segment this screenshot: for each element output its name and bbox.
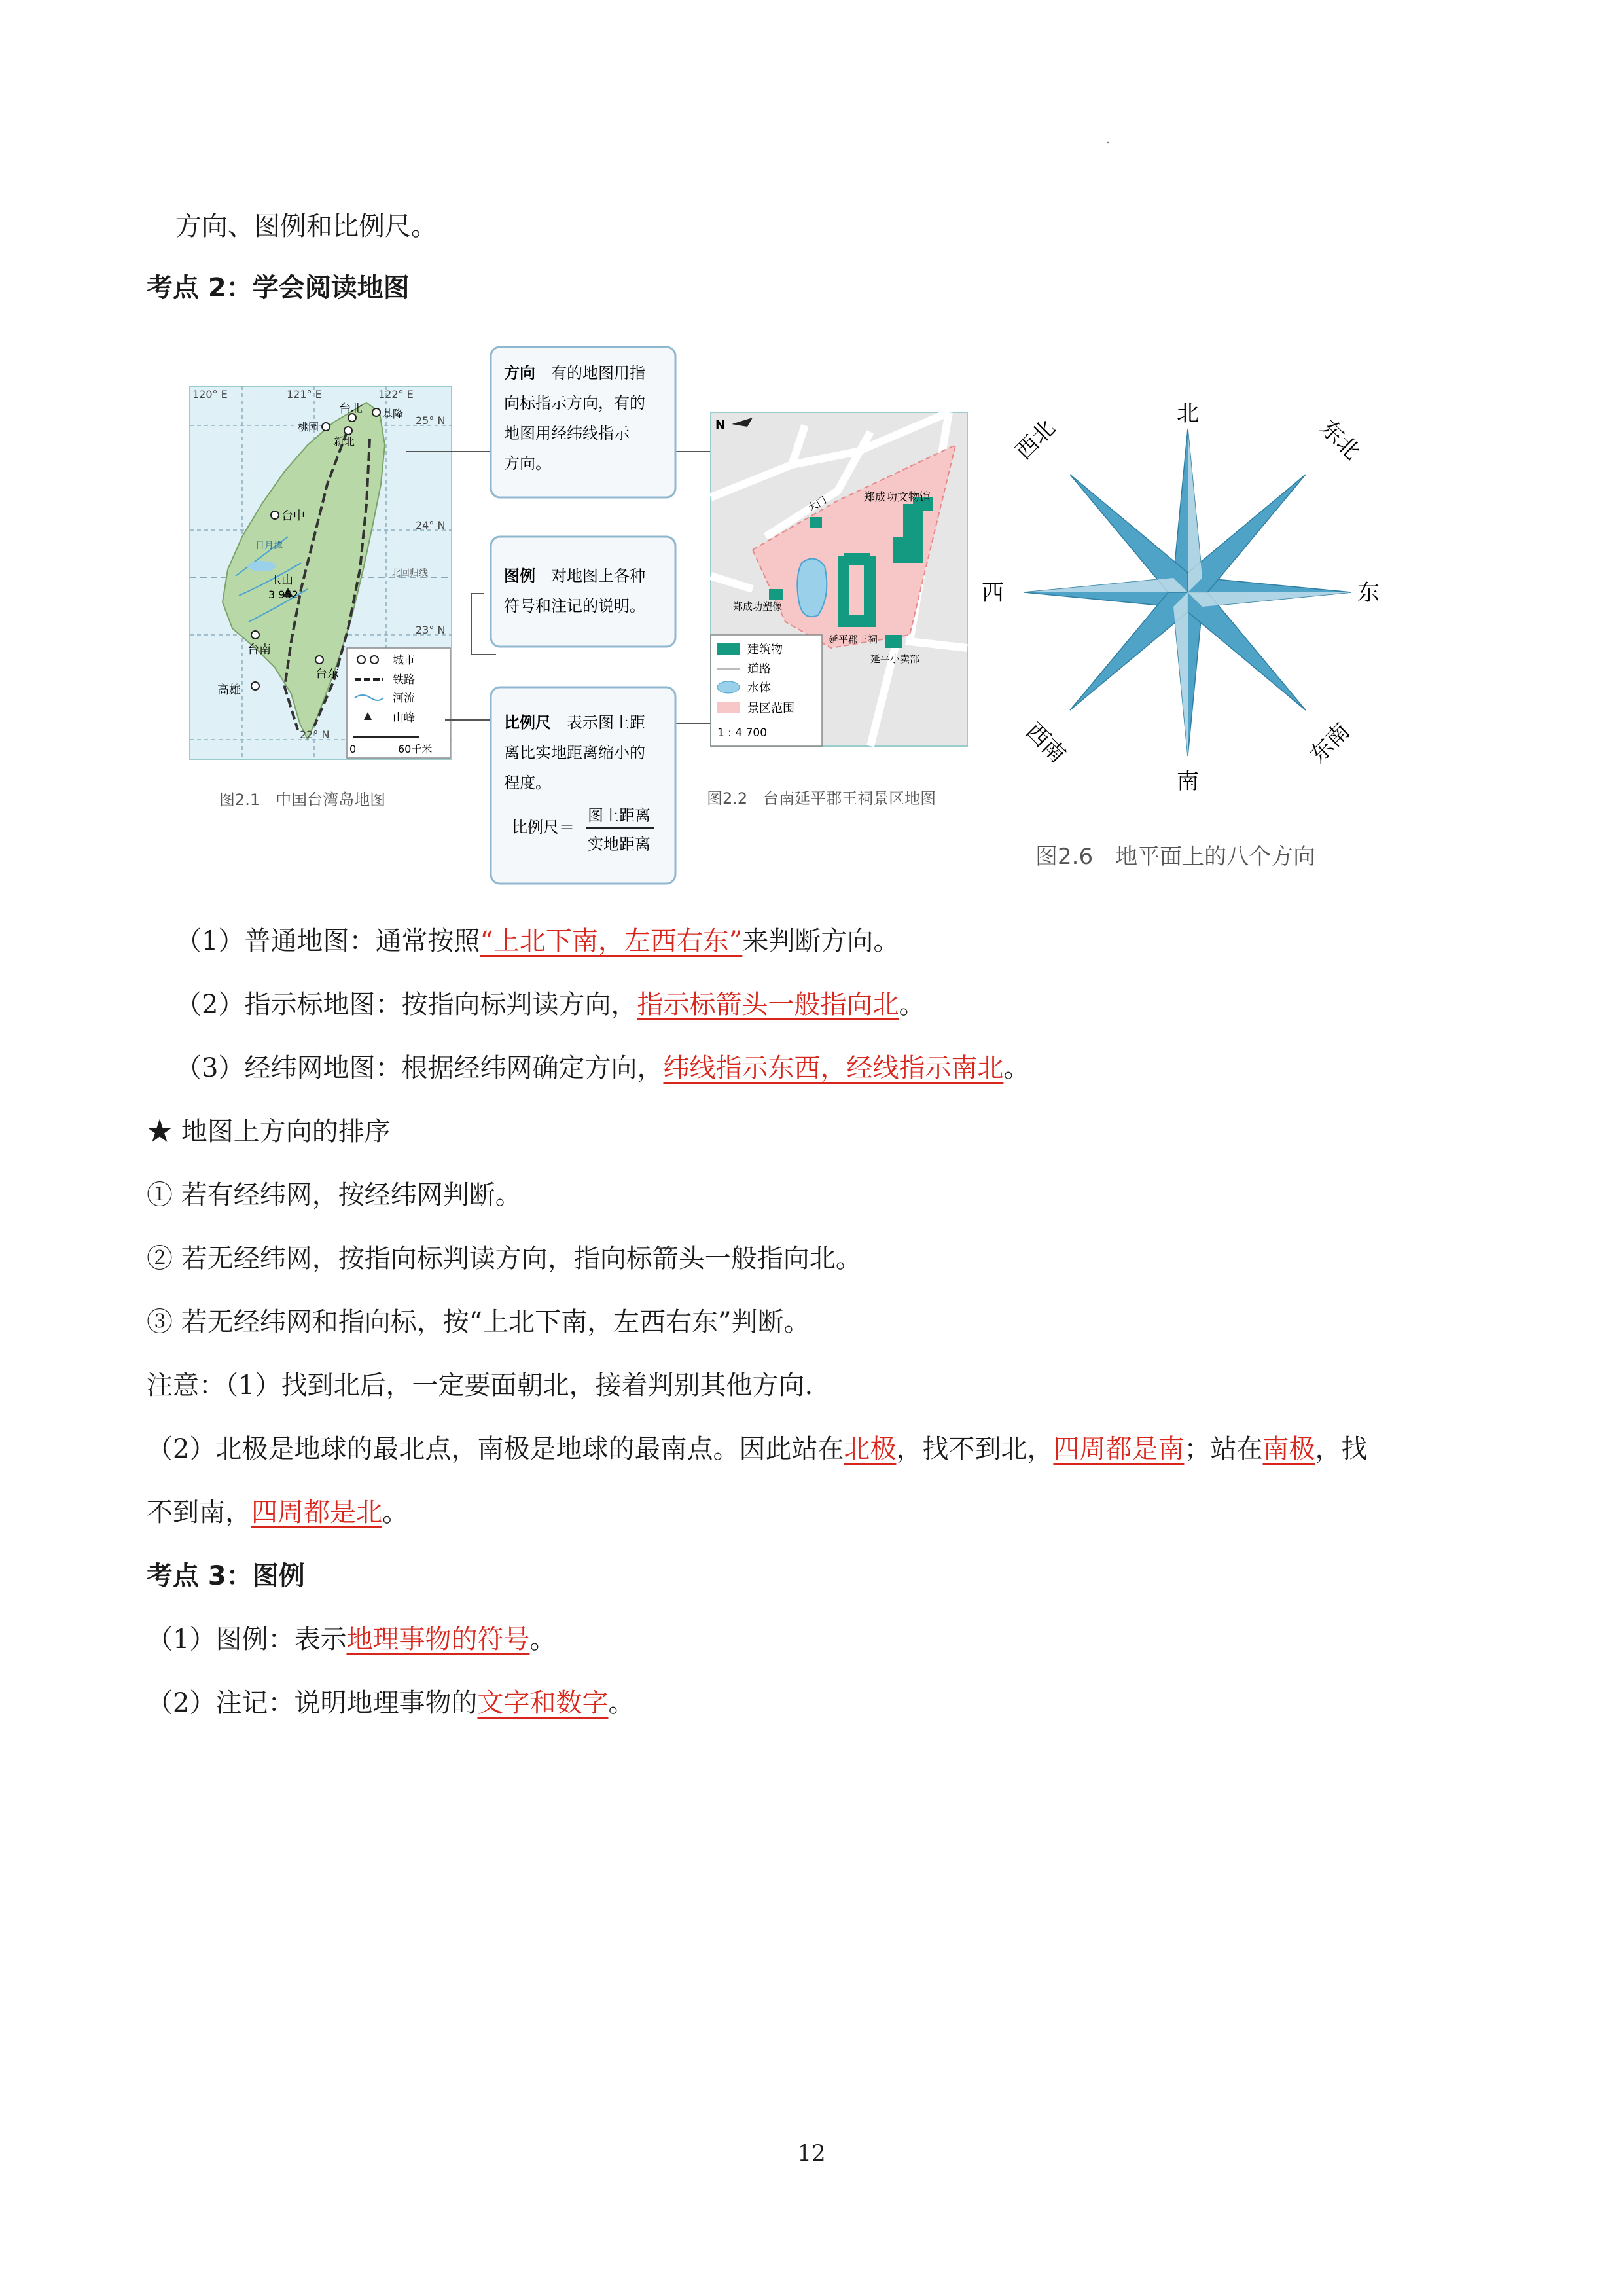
map1-label-tainan: 台南	[247, 643, 271, 656]
stray-dot: .	[1106, 131, 1111, 147]
compass-east: 东	[1357, 580, 1380, 606]
legend-box-line2: 符号和注记的说明。	[504, 597, 645, 615]
map1-lat-3: 23° N	[416, 624, 446, 636]
rule-2	[175, 986, 925, 1023]
note-2-text-f: 。	[382, 1498, 408, 1528]
map1-label-kaohsiung: 高雄	[217, 683, 241, 697]
compass-rose	[982, 401, 1380, 795]
scale-box-line1: 表示图上距	[567, 713, 645, 732]
note-2-highlight-all-south: 四周都是南	[1053, 1434, 1185, 1464]
direction-box-line2: 向标指示方向，有的	[504, 394, 645, 412]
legend-box-line1: 对地图上各种	[551, 567, 645, 585]
scenic-scale: 1 : 4 700	[717, 726, 768, 740]
note-2-line1	[147, 1431, 1367, 1467]
map1-label-taoyuan: 桃园	[298, 421, 319, 433]
rule-2-suffix: 。	[899, 990, 925, 1020]
direction-box-title: 方向	[504, 364, 535, 382]
scale-box	[491, 687, 675, 884]
page-number: 12	[797, 2140, 826, 2166]
direction-box	[491, 347, 675, 497]
map1-label-taipei: 台北	[339, 402, 363, 416]
legend-item-2-text: （2）注记：说明地理事物的	[147, 1688, 478, 1718]
compass-caption: 图2.6 地平面上的八个方向	[1035, 844, 1316, 870]
scale-box-line3: 程度。	[504, 774, 551, 792]
rule-2-text: （2）指示标地图：按指向标判读方向，	[175, 990, 637, 1020]
rule-3-suffix: 。	[1003, 1053, 1030, 1083]
compass-northeast: 东北	[1315, 415, 1365, 465]
order-item-1: ① 若有经纬网，按经纬网判断。	[147, 1180, 522, 1210]
compass-northwest: 西北	[1010, 415, 1061, 465]
compass-north: 北	[1177, 401, 1199, 427]
map1-lat-4: 22° N	[300, 728, 330, 741]
note-2-highlight-north-pole: 北极	[844, 1434, 897, 1464]
legend-item-1	[147, 1621, 556, 1658]
legend-item-2-highlight: 文字和数字	[477, 1688, 609, 1718]
direction-box-line1: 有的地图用指	[551, 364, 645, 382]
map1-tropic-label: 北回归线	[391, 568, 428, 579]
note-1: 注意：（1）找到北后，一定要面朝北，接着判别其他方向.	[147, 1371, 813, 1401]
map1-peak-height: 3 952	[268, 588, 298, 601]
map2-caption: 图2.2 台南延平郡王祠景区地图	[707, 789, 936, 808]
taiwan-map	[190, 386, 452, 809]
map1-legend-city: 城市	[393, 654, 415, 667]
section2-title: 考点 2：学会阅读地图	[147, 273, 410, 303]
note-2-text-c: ；站在	[1184, 1434, 1263, 1464]
note-2-text-d: ，找	[1315, 1434, 1368, 1464]
legend-box-title: 图例	[504, 567, 535, 585]
map1-label-xinbei: 新北	[334, 435, 355, 448]
order-item-2: ② 若无经纬网，按指向标判读方向，指向标箭头一般指向北。	[147, 1244, 862, 1274]
scenic-label-museum: 郑成功文物馆	[864, 491, 931, 504]
map1-lon-1: 120° E	[192, 388, 228, 401]
map1-lon-3: 122° E	[378, 388, 414, 401]
order-item-3: ③ 若无经纬网和指向标，按“上北下南，左西右东”判断。	[147, 1307, 810, 1337]
direction-box-line3: 地图用经纬线指示	[504, 424, 630, 442]
map1-lat-2: 24° N	[416, 519, 446, 531]
rule-3-highlight: 纬线指示东西，经线指示南北	[663, 1053, 1004, 1083]
order-title: ★ 地图上方向的排序	[147, 1117, 391, 1147]
map1-legend	[347, 648, 450, 758]
scale-formula-denominator: 实地距离	[588, 835, 651, 853]
note-2-highlight-south-pole: 南极	[1262, 1434, 1315, 1464]
direction-box-line4: 方向。	[504, 454, 551, 473]
compass-west: 西	[982, 580, 1004, 606]
rule-3	[175, 1050, 1029, 1086]
map1-scale-zero: 0	[349, 743, 357, 755]
scenic-legend-building: 建筑物	[747, 643, 783, 656]
scenic-legend-area: 景区范围	[747, 702, 794, 715]
map-figure	[177, 340, 1420, 890]
map1-lon-2: 121° E	[287, 388, 322, 401]
scenic-label-gate: 大门	[806, 493, 829, 514]
scale-box-title: 比例尺	[504, 713, 551, 732]
note-2-text-e: 不到南，	[147, 1498, 251, 1528]
map1-caption: 图2.1 中国台湾岛地图	[219, 791, 386, 809]
scenic-label-shrine: 延平郡王祠	[829, 634, 878, 645]
legend-box	[491, 537, 675, 647]
top-fragment: 方向、图例和比例尺。	[175, 211, 437, 242]
scale-box-line2: 离比实地距离缩小的	[504, 744, 645, 762]
map1-label-taitung: 台东	[315, 667, 339, 681]
map1-label-keelung: 基隆	[382, 408, 404, 420]
note-2-line2	[147, 1494, 408, 1531]
map1-label-taichung: 台中	[281, 509, 305, 523]
note-2-text-b: ，找不到北，	[896, 1434, 1054, 1464]
legend-item-1-highlight: 地理事物的符号	[346, 1624, 530, 1655]
rule-1-suffix: 来判断方向。	[742, 926, 900, 956]
scenic-legend-road: 道路	[747, 662, 771, 676]
scenic-legend-water: 水体	[747, 681, 771, 695]
map1-peak-name: 玉山	[270, 573, 293, 587]
map1-legend-river: 河流	[393, 692, 415, 705]
map1-lat-1: 25° N	[416, 414, 446, 427]
map1-legend-railway: 铁路	[393, 673, 415, 687]
map1-scale-length: 60千米	[398, 743, 433, 755]
compass-south: 南	[1177, 768, 1199, 795]
rule-3-text: （3）经纬网地图：根据经纬网确定方向，	[175, 1053, 664, 1083]
scenic-north-label: N	[715, 418, 726, 432]
map1-legend-peak: 山峰	[393, 711, 415, 725]
compass-southeast: 东南	[1305, 718, 1355, 768]
compass-southwest: 西南	[1020, 718, 1071, 768]
rule-1-highlight: “上北下南，左西右东”	[480, 926, 743, 956]
map1-label-sun-moon-lake: 日月潭	[255, 541, 283, 551]
rule-1-text: （1）普通地图：通常按照	[175, 926, 480, 956]
scale-formula-numerator: 图上距离	[588, 806, 651, 825]
scenic-label-statue: 郑成功塑像	[733, 601, 783, 613]
legend-item-1-suffix: 。	[529, 1624, 556, 1655]
note-2-text-a: （2）北极是地球的最北点，南极是地球的最南点。因此站在	[147, 1434, 844, 1464]
scenic-legend	[711, 635, 822, 746]
rule-2-highlight: 指示标箭头一般指向北	[637, 990, 899, 1020]
rule-1	[175, 923, 899, 960]
legend-item-2	[147, 1685, 634, 1721]
legend-item-1-text: （1）图例：表示	[147, 1624, 347, 1655]
legend-item-2-suffix: 。	[608, 1688, 635, 1718]
note-2-highlight-all-north: 四周都是北	[251, 1498, 382, 1528]
scale-formula-left: 比例尺＝	[512, 818, 575, 836]
scenic-map	[707, 412, 967, 808]
section3-title: 考点 3：图例	[147, 1561, 305, 1591]
scenic-label-shop: 延平小卖部	[870, 653, 920, 665]
